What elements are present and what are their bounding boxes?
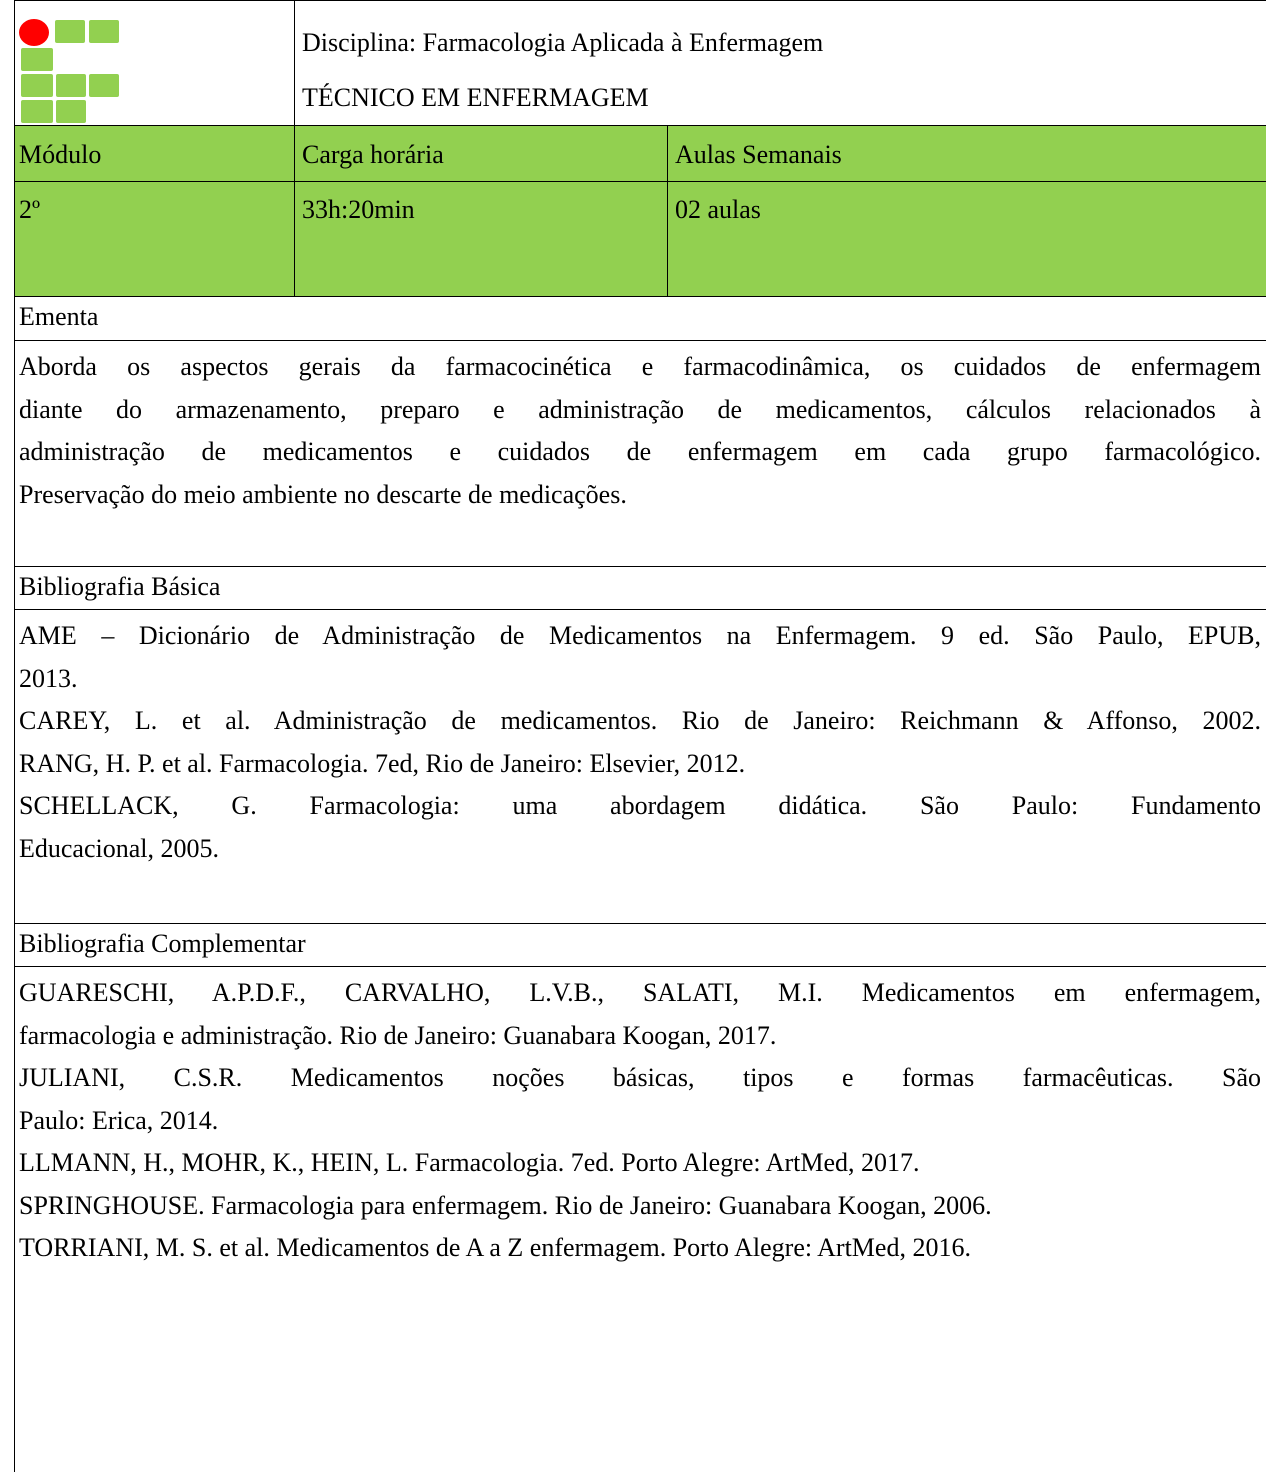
discipline-title: Disciplina: Farmacologia Aplicada à Enfermagem — [302, 28, 824, 57]
value-aulas-semanais: 02 aulas — [675, 195, 761, 224]
reference-line: AME – Dicionário de Administração de Medicamentos na Enfermagem. 9 ed. São Paulo, EPUB, — [19, 621, 1261, 650]
reference-line: SCHELLACK, G. Farmacologia: uma abordagem didática. São Paulo: Fundamento — [19, 791, 1261, 820]
bibliografia-complementar-list — [19, 972, 1261, 1270]
header-aulas-semanais: Aulas Semanais — [675, 140, 842, 169]
reference-line: TORRIANI, M. S. et al. Medicamentos de A a Z enfermagem. Porto Alegre: ArtMed, 2016. — [19, 1233, 971, 1262]
reference-line: RANG, H. P. et al. Farmacologia. 7ed, Rio de Janeiro: Elsevier, 2012. — [19, 748, 746, 778]
reference-line: SPRINGHOUSE. Farmacologia para enfermagem. Rio de Janeiro: Guanabara Koogan, 2006. — [19, 1190, 992, 1220]
bibliografia-basica-list — [19, 615, 1261, 870]
bibliografia-complementar-title: Bibliografia Complementar — [19, 929, 306, 958]
reference-line: 2013. — [19, 663, 78, 693]
value-carga-horaria: 33h:20min — [302, 195, 415, 224]
institution-logo-icon — [19, 19, 129, 124]
reference-line: Paulo: Erica, 2014. — [19, 1105, 219, 1135]
info-table — [15, 126, 1266, 296]
ementa-title: Ementa — [19, 302, 99, 331]
ementa-line: diante do armazenamento, preparo e administração de medicamentos, cálculos relacionados à — [19, 394, 1261, 424]
ementa-line: Aborda os aspectos gerais da farmacocinética e farmacodinâmica, os cuidados de enfermagem — [19, 352, 1261, 381]
reference-line: LLMANN, H., MOHR, K., HEIN, L. Farmacologia. 7ed. Porto Alegre: ArtMed, 2017. — [19, 1148, 920, 1177]
ementa-line: Preservação do meio ambiente no descarte de medicações. — [19, 479, 627, 509]
header-carga-horaria: Carga horária — [302, 140, 444, 169]
header-modulo: Módulo — [19, 140, 102, 169]
reference-line: Educacional, 2005. — [19, 833, 219, 863]
ementa-line: administração de medicamentos e cuidados de enfermagem em cada grupo farmacológico. — [19, 437, 1261, 466]
value-modulo: 2º — [19, 195, 41, 224]
reference-line: CAREY, L. et al. Administração de medicamentos. Rio de Janeiro: Reichmann & Affonso, 2002. — [19, 706, 1261, 735]
reference-line: farmacologia e administração. Rio de Janeiro: Guanabara Koogan, 2017. — [19, 1020, 777, 1050]
course-title: TÉCNICO EM ENFERMAGEM — [302, 83, 649, 112]
reference-line: GUARESCHI, A.P.D.F., CARVALHO, L.V.B., SALATI, M.I. Medicamentos em enfermagem, — [19, 978, 1261, 1007]
ementa-text — [19, 346, 1261, 516]
reference-line: JULIANI, C.S.R. Medicamentos noções básicas, tipos e formas farmacêuticas. São — [19, 1063, 1261, 1092]
bibliografia-basica-title: Bibliografia Básica — [19, 572, 221, 601]
syllabus-sheet — [14, 0, 1266, 1472]
